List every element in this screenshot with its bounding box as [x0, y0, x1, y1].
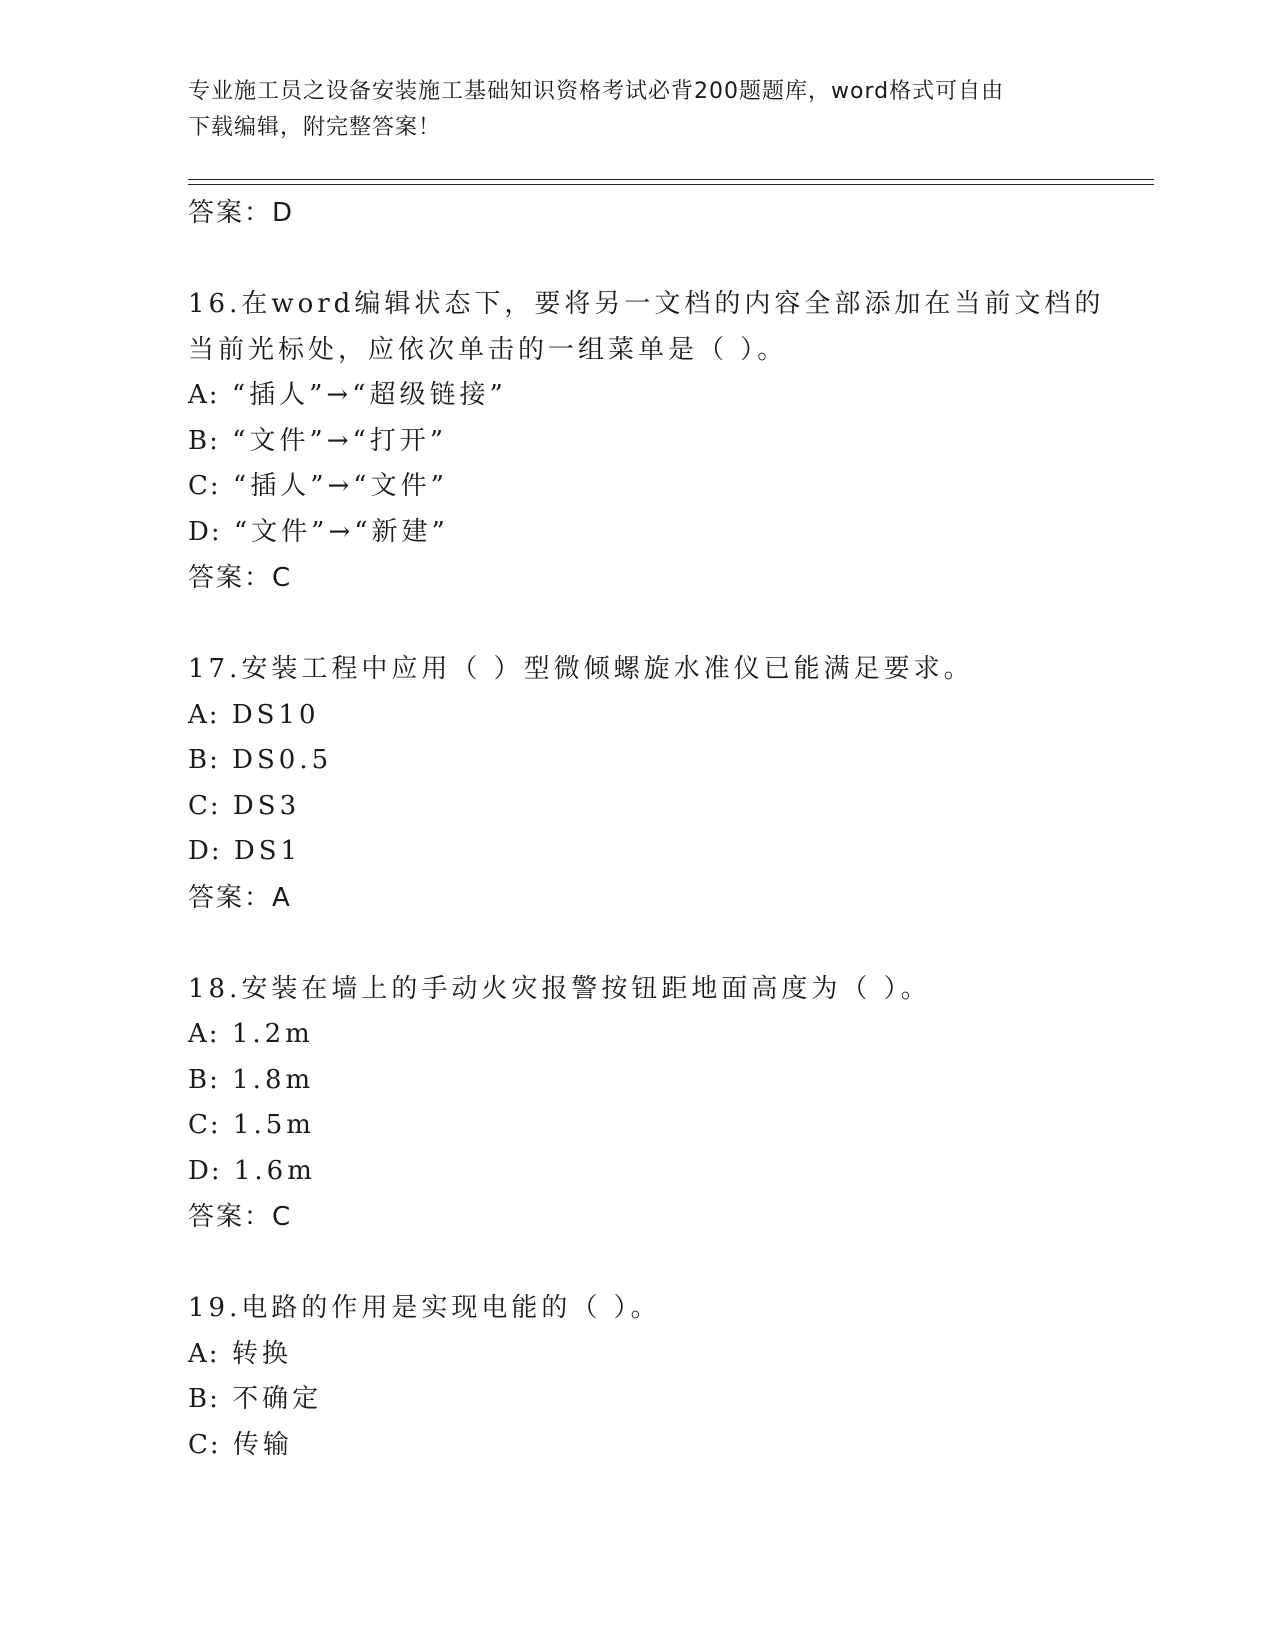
option-key: A: [188, 1019, 220, 1049]
question-16 [188, 282, 1138, 601]
option-key: B: [188, 1064, 220, 1095]
option-a [188, 1332, 1138, 1378]
question-17 [188, 647, 1138, 921]
option-key: D: [188, 836, 222, 866]
answer-value: C [272, 563, 292, 593]
option-text: DS0.5 [232, 745, 333, 775]
option-key: B: [188, 745, 220, 775]
option-text: 1.2m [231, 1019, 314, 1049]
option-text: “插人”→“超级链接” [231, 380, 507, 410]
answer-line [188, 1194, 1138, 1240]
option-key: C: [188, 1429, 221, 1460]
document-header [188, 74, 1088, 146]
option-text: 转换 [231, 1338, 292, 1369]
option-text: “文件”→“打开” [232, 425, 448, 456]
option-text: 传输 [232, 1429, 293, 1460]
option-key: D: [188, 1155, 222, 1186]
header-line-1: 专业施工员之设备安装施工基础知识资格考试必背200题题库，word格式可自由 [188, 79, 1005, 104]
answer-label: 答案： [188, 882, 273, 913]
option-key: D: [188, 516, 222, 547]
option-d [188, 1149, 1138, 1195]
option-key: C: [188, 1110, 221, 1140]
option-text: DS1 [233, 836, 302, 866]
option-b [188, 738, 1138, 784]
option-b [188, 1058, 1138, 1104]
option-b [188, 419, 1138, 465]
question-list [188, 190, 1138, 1468]
option-c [188, 1423, 1138, 1469]
option-key: A: [188, 380, 220, 410]
answer-value: A [272, 882, 291, 913]
header-line-2: 下载编辑，附完整答案！ [188, 115, 442, 140]
option-key: B: [188, 1384, 220, 1414]
option-text: 1.5m [232, 1110, 315, 1140]
option-a [188, 373, 1138, 419]
option-text: DS10 [231, 699, 320, 730]
question-19 [188, 1286, 1138, 1468]
option-key: B: [188, 425, 220, 456]
answer-label: 答案： [188, 563, 273, 593]
option-text: 1.6m [233, 1155, 316, 1186]
option-key: C: [188, 471, 221, 501]
option-text: “文件”→“新建” [233, 516, 449, 547]
option-text: “插人”→“文件” [232, 471, 448, 501]
answer-line [188, 555, 1138, 601]
answer-line [188, 190, 1138, 236]
answer-label: 答案： [188, 198, 273, 228]
header-rule-bottom [188, 184, 1154, 185]
option-key: C: [188, 790, 221, 821]
question-text: 19.电路的作用是实现电能的（ ）。 [188, 1293, 661, 1323]
option-text: 不确定 [232, 1384, 323, 1414]
answer-value: C [272, 1202, 292, 1232]
header-rule-top [188, 179, 1154, 180]
question-text: 16.在word编辑状态下，要将另一文档的内容全部添加在当前文档的 [188, 289, 1105, 319]
question-text: 当前光标处，应依次单击的一组菜单是（ ）。 [188, 334, 788, 365]
option-text: DS3 [232, 790, 301, 821]
answer-value: D [272, 198, 294, 228]
option-c [188, 464, 1138, 510]
option-key: A: [188, 699, 220, 730]
answer-label: 答案： [188, 1202, 273, 1232]
option-text: 1.8m [232, 1064, 315, 1095]
option-c [188, 1103, 1138, 1149]
option-b [188, 1377, 1138, 1423]
question-text: 17.安装工程中应用（ ）型微倾螺旋水准仪已能满足要求。 [188, 654, 974, 684]
option-a [188, 1012, 1138, 1058]
question-18 [188, 967, 1138, 1241]
option-key: A: [188, 1338, 220, 1369]
option-a [188, 693, 1138, 739]
option-d [188, 829, 1138, 875]
option-d [188, 510, 1138, 556]
question-text: 18.安装在墙上的手动火灾报警按钮距地面高度为（ ）。 [188, 973, 931, 1004]
option-c [188, 784, 1138, 830]
answer-line [188, 875, 1138, 921]
